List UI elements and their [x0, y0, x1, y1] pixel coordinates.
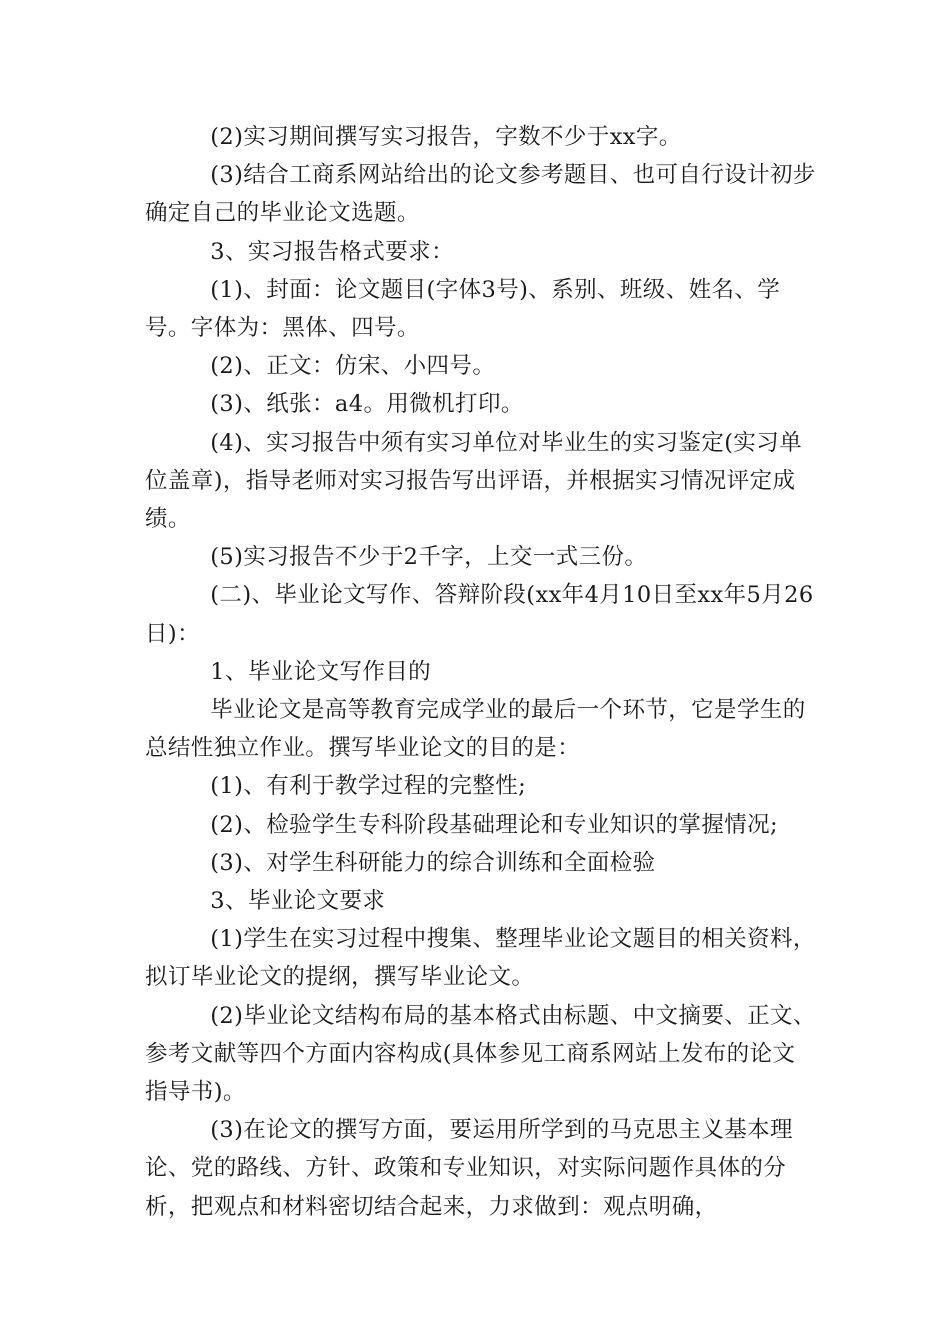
paragraph-requirement-1: (1)学生在实习过程中搜集、整理毕业论文题目的相关资料，拟订毕业论文的提纲，撰写毕业论文。: [145, 926, 816, 991]
paragraph-report-copies: (5)实习报告不少于2千字，上交一式三份。: [210, 544, 648, 571]
heading-report-format: 3、实习报告格式要求：: [210, 238, 454, 265]
heading-thesis-requirements: 3、毕业论文要求: [210, 888, 386, 915]
paragraph-requirement-2: (2)毕业论文结构布局的基本格式由标题、中文摘要、正文、参考文献等四个方面内容构成(具体参见工商系网站上发布的论文指导书)。: [145, 1002, 816, 1106]
paragraph-report-length: (2)实习期间撰写实习报告，字数不少于xx字。: [210, 124, 682, 150]
paragraph-thesis-topic: (3)结合工商系网站给出的论文参考题目、也可自行设计初步确定自己的毕业论文选题。: [145, 162, 816, 227]
paragraph-cover-format: (1)、封面：论文题目(字体3号)、系别、班级、姓名、学号。字体为：黑体、四号。: [145, 276, 781, 342]
heading-thesis-purpose: 1、毕业论文写作目的: [210, 658, 432, 685]
heading-thesis-stage: (二)、毕业论文写作、答辩阶段(xx年4月10日至xx年5月26日)：: [145, 582, 814, 647]
paragraph-requirement-3: (3)在论文的撰写方面，要运用所学到的马克思主义基本理论、党的路线、方针、政策和专业知识，对实际问题作具体的分析，把观点和材料密切结合起来，力求做到：观点明确，: [145, 1117, 793, 1220]
paragraph-body-format: (2)、正文：仿宋、小四号。: [210, 353, 496, 380]
paragraph-appraisal: (4)、实习报告中须有实习单位对毕业生的实习鉴定(实习单位盖章)，指导老师对实习报告写出评语，并根据实习情况评定成绩。: [145, 429, 803, 533]
list-item-purpose-3: (3)、对学生科研能力的综合训练和全面检验: [210, 849, 656, 876]
paragraph-thesis-intro: 毕业论文是高等教育完成学业的最后一个环节，它是学生的总结性独立作业。撰写毕业论文的目的是：: [145, 697, 806, 762]
paragraph-paper-format: (3)、纸张：a4。用微机打印。: [210, 391, 524, 418]
document-body: [145, 118, 817, 1226]
list-item-purpose-2: (2)、检验学生专科阶段基础理论和专业知识的掌握情况;: [210, 811, 779, 838]
list-item-purpose-1: (1)、有利于教学过程的完整性;: [210, 773, 527, 800]
